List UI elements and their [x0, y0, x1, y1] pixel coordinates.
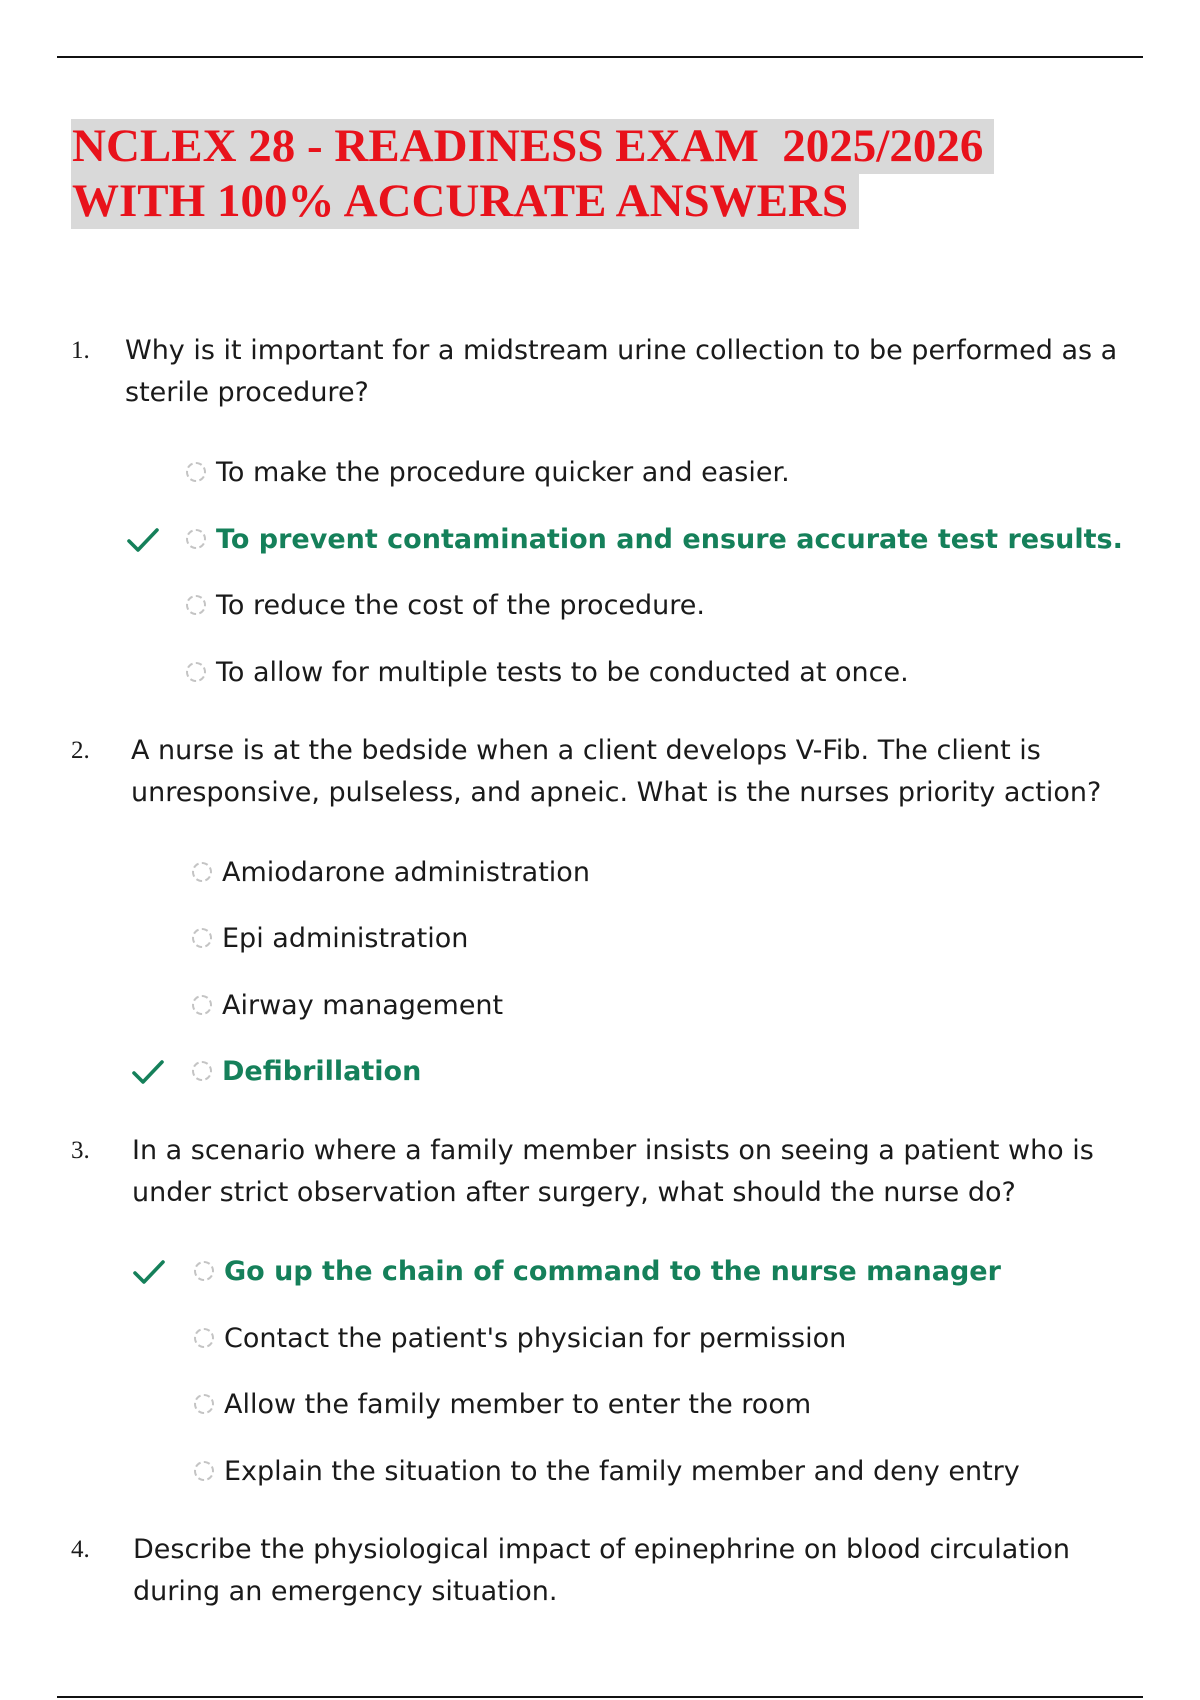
document-title [71, 119, 994, 229]
checkmark-icon [126, 526, 160, 554]
radio-button-icon[interactable] [186, 529, 206, 549]
answer-option-label: To make the procedure quicker and easier. [216, 456, 790, 488]
answer-option[interactable] [194, 1450, 1020, 1492]
answer-option-label: Amiodarone administration [222, 856, 590, 888]
radio-button-icon[interactable] [192, 1061, 212, 1081]
radio-button-icon[interactable] [186, 595, 206, 615]
answer-option-correct[interactable] [194, 1250, 1001, 1292]
radio-button-icon[interactable] [194, 1261, 214, 1281]
checkmark-icon [131, 1058, 165, 1086]
radio-button-icon[interactable] [192, 928, 212, 948]
radio-button-icon[interactable] [194, 1328, 214, 1348]
answer-option-label: Explain the situation to the family member and deny entry [224, 1455, 1020, 1487]
radio-button-icon[interactable] [186, 662, 206, 682]
question-number: 4. [71, 1536, 90, 1563]
answer-option-correct[interactable] [186, 518, 1123, 560]
question-number: 3. [71, 1137, 90, 1164]
radio-button-icon[interactable] [192, 862, 212, 882]
answer-option-label: Airway management [222, 989, 504, 1021]
checkmark-icon [132, 1258, 166, 1286]
question-number: 1. [71, 337, 90, 364]
answer-option-label: To prevent contamination and ensure accurate test results. [216, 523, 1123, 555]
answer-option-label: Contact the patient's physician for permission [224, 1322, 847, 1354]
answer-option[interactable] [192, 851, 590, 893]
answer-option-correct[interactable] [192, 1050, 421, 1092]
answer-option[interactable] [186, 651, 909, 693]
answer-option[interactable] [192, 984, 503, 1026]
answer-option[interactable] [194, 1317, 846, 1359]
top-rule [57, 56, 1143, 58]
answer-option[interactable] [192, 917, 468, 959]
question-text: A nurse is at the bedside when a client develops V-Fib. The client is unresponsive, pulseless, and apneic. What is the nurses priority action? [131, 735, 1102, 808]
answer-option[interactable] [186, 451, 790, 493]
answer-option[interactable] [186, 584, 705, 626]
bottom-rule [57, 1696, 1143, 1698]
radio-button-icon[interactable] [194, 1394, 214, 1414]
radio-button-icon[interactable] [192, 995, 212, 1015]
answer-option-label: Defibrillation [222, 1055, 422, 1087]
question-text: Why is it important for a midstream urine collection to be performed as a sterile procedure? [125, 335, 1118, 408]
answer-option-label: Epi administration [222, 922, 469, 954]
answer-option-label: Allow the family member to enter the room [224, 1388, 812, 1420]
answer-option-label: To reduce the cost of the procedure. [216, 589, 705, 621]
question-number: 2. [71, 737, 90, 764]
answer-option-label: Go up the chain of command to the nurse manager [224, 1255, 1001, 1287]
radio-button-icon[interactable] [186, 462, 206, 482]
answer-option-label: To allow for multiple tests to be conducted at once. [216, 656, 909, 688]
title-line-2: WITH 100% ACCURATE ANSWERS [71, 174, 859, 229]
radio-button-icon[interactable] [194, 1461, 214, 1481]
title-line-1: NCLEX 28 - READINESS EXAM 2025/2026 [71, 119, 994, 174]
question-text: In a scenario where a family member insists on seeing a patient who is under strict observation after surgery, what should the nurse do? [132, 1135, 1094, 1208]
question-text: Describe the physiological impact of epinephrine on blood circulation during an emergency situation. [133, 1534, 1071, 1607]
answer-option[interactable] [194, 1383, 811, 1425]
